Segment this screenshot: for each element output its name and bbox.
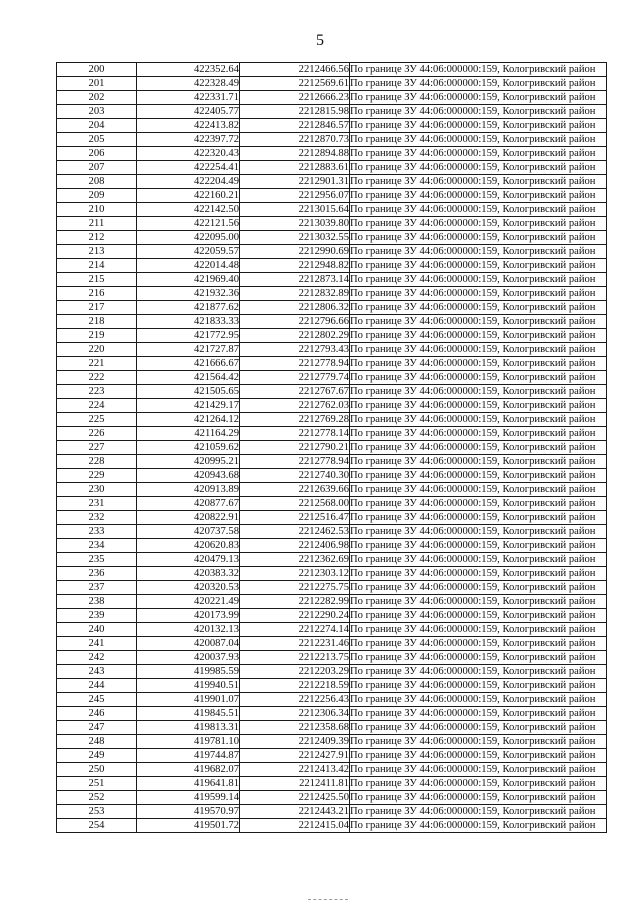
description-cell: По границе ЗУ 44:06:000000:159, Кологривский район — [350, 539, 607, 553]
x-coordinate-cell: 420620.83 — [137, 539, 240, 553]
description-cell: По границе ЗУ 44:06:000000:159, Кологривский район — [350, 63, 607, 77]
coordinates-table — [56, 62, 607, 833]
description-cell: По границе ЗУ 44:06:000000:159, Кологривский район — [350, 763, 607, 777]
point-number-cell: 243 — [57, 665, 137, 679]
table-row — [57, 357, 607, 371]
y-coordinate-cell: 2212274.14 — [240, 623, 350, 637]
x-coordinate-cell: 419781.10 — [137, 735, 240, 749]
description-cell: По границе ЗУ 44:06:000000:159, Кологривский район — [350, 77, 607, 91]
description-cell: По границе ЗУ 44:06:000000:159, Кологривский район — [350, 399, 607, 413]
description-cell: По границе ЗУ 44:06:000000:159, Кологривский район — [350, 91, 607, 105]
table-row — [57, 385, 607, 399]
description-cell: По границе ЗУ 44:06:000000:159, Кологривский район — [350, 203, 607, 217]
description-cell: По границе ЗУ 44:06:000000:159, Кологривский район — [350, 385, 607, 399]
point-number-cell: 232 — [57, 511, 137, 525]
y-coordinate-cell: 2212778.94 — [240, 357, 350, 371]
point-number-cell: 214 — [57, 259, 137, 273]
point-number-cell: 204 — [57, 119, 137, 133]
table-row — [57, 441, 607, 455]
y-coordinate-cell: 2212832.89 — [240, 287, 350, 301]
point-number-cell: 252 — [57, 791, 137, 805]
x-coordinate-cell: 422142.50 — [137, 203, 240, 217]
x-coordinate-cell: 420479.13 — [137, 553, 240, 567]
bottom-dashed-rule — [308, 899, 348, 900]
x-coordinate-cell: 420221.49 — [137, 595, 240, 609]
description-cell: По границе ЗУ 44:06:000000:159, Кологривский район — [350, 637, 607, 651]
y-coordinate-cell: 2212894.88 — [240, 147, 350, 161]
x-coordinate-cell: 419570.97 — [137, 805, 240, 819]
point-number-cell: 238 — [57, 595, 137, 609]
table-row — [57, 189, 607, 203]
x-coordinate-cell: 422095.00 — [137, 231, 240, 245]
x-coordinate-cell: 420995.21 — [137, 455, 240, 469]
y-coordinate-cell: 2212762.03 — [240, 399, 350, 413]
description-cell: По границе ЗУ 44:06:000000:159, Кологривский район — [350, 287, 607, 301]
x-coordinate-cell: 421727.87 — [137, 343, 240, 357]
table-row — [57, 567, 607, 581]
table-row — [57, 469, 607, 483]
y-coordinate-cell: 2212358.68 — [240, 721, 350, 735]
y-coordinate-cell: 2212815.98 — [240, 105, 350, 119]
description-cell: По границе ЗУ 44:06:000000:159, Кологривский район — [350, 609, 607, 623]
description-cell: По границе ЗУ 44:06:000000:159, Кологривский район — [350, 693, 607, 707]
y-coordinate-cell: 2213032.55 — [240, 231, 350, 245]
y-coordinate-cell: 2212956.07 — [240, 189, 350, 203]
table-row — [57, 329, 607, 343]
y-coordinate-cell: 2212411.81 — [240, 777, 350, 791]
table-row — [57, 735, 607, 749]
description-cell: По границе ЗУ 44:06:000000:159, Кологривский район — [350, 259, 607, 273]
table-row — [57, 63, 607, 77]
table-row — [57, 245, 607, 259]
y-coordinate-cell: 2212568.00 — [240, 497, 350, 511]
table-row — [57, 427, 607, 441]
point-number-cell: 206 — [57, 147, 137, 161]
table-row — [57, 665, 607, 679]
table-row — [57, 175, 607, 189]
point-number-cell: 236 — [57, 567, 137, 581]
y-coordinate-cell: 2212256.43 — [240, 693, 350, 707]
x-coordinate-cell: 420913.89 — [137, 483, 240, 497]
point-number-cell: 201 — [57, 77, 137, 91]
point-number-cell: 233 — [57, 525, 137, 539]
x-coordinate-cell: 421877.62 — [137, 301, 240, 315]
table-row — [57, 553, 607, 567]
description-cell: По границе ЗУ 44:06:000000:159, Кологривский район — [350, 791, 607, 805]
description-cell: По границе ЗУ 44:06:000000:159, Кологривский район — [350, 371, 607, 385]
description-cell: По границе ЗУ 44:06:000000:159, Кологривский район — [350, 553, 607, 567]
description-cell: По границе ЗУ 44:06:000000:159, Кологривский район — [350, 581, 607, 595]
description-cell: По границе ЗУ 44:06:000000:159, Кологривский район — [350, 525, 607, 539]
x-coordinate-cell: 420320.53 — [137, 581, 240, 595]
point-number-cell: 229 — [57, 469, 137, 483]
description-cell: По границе ЗУ 44:06:000000:159, Кологривский район — [350, 455, 607, 469]
point-number-cell: 220 — [57, 343, 137, 357]
y-coordinate-cell: 2212443.21 — [240, 805, 350, 819]
point-number-cell: 226 — [57, 427, 137, 441]
y-coordinate-cell: 2212306.34 — [240, 707, 350, 721]
y-coordinate-cell: 2212666.23 — [240, 91, 350, 105]
description-cell: По границе ЗУ 44:06:000000:159, Кологривский район — [350, 819, 607, 833]
y-coordinate-cell: 2213015.64 — [240, 203, 350, 217]
x-coordinate-cell: 422405.77 — [137, 105, 240, 119]
description-cell: По границе ЗУ 44:06:000000:159, Кологривский район — [350, 567, 607, 581]
y-coordinate-cell: 2212793.43 — [240, 343, 350, 357]
point-number-cell: 209 — [57, 189, 137, 203]
x-coordinate-cell: 419599.14 — [137, 791, 240, 805]
y-coordinate-cell: 2212427.91 — [240, 749, 350, 763]
x-coordinate-cell: 419641.81 — [137, 777, 240, 791]
point-number-cell: 245 — [57, 693, 137, 707]
table-row — [57, 819, 607, 833]
table-row — [57, 455, 607, 469]
point-number-cell: 215 — [57, 273, 137, 287]
x-coordinate-cell: 421505.65 — [137, 385, 240, 399]
y-coordinate-cell: 2212802.29 — [240, 329, 350, 343]
y-coordinate-cell: 2212990.69 — [240, 245, 350, 259]
point-number-cell: 207 — [57, 161, 137, 175]
table-row — [57, 413, 607, 427]
description-cell: По границе ЗУ 44:06:000000:159, Кологривский район — [350, 273, 607, 287]
description-cell: По границе ЗУ 44:06:000000:159, Кологривский район — [350, 623, 607, 637]
point-number-cell: 221 — [57, 357, 137, 371]
description-cell: По границе ЗУ 44:06:000000:159, Кологривский район — [350, 441, 607, 455]
y-coordinate-cell: 2212462.53 — [240, 525, 350, 539]
point-number-cell: 249 — [57, 749, 137, 763]
y-coordinate-cell: 2213039.80 — [240, 217, 350, 231]
x-coordinate-cell: 420173.99 — [137, 609, 240, 623]
table-row — [57, 315, 607, 329]
x-coordinate-cell: 422014.48 — [137, 259, 240, 273]
table-row — [57, 623, 607, 637]
table-row — [57, 217, 607, 231]
x-coordinate-cell: 421264.12 — [137, 413, 240, 427]
table-row — [57, 707, 607, 721]
point-number-cell: 217 — [57, 301, 137, 315]
y-coordinate-cell: 2212516.47 — [240, 511, 350, 525]
y-coordinate-cell: 2212413.42 — [240, 763, 350, 777]
description-cell: По границе ЗУ 44:06:000000:159, Кологривский район — [350, 805, 607, 819]
x-coordinate-cell: 420087.04 — [137, 637, 240, 651]
description-cell: По границе ЗУ 44:06:000000:159, Кологривский район — [350, 343, 607, 357]
x-coordinate-cell: 422320.43 — [137, 147, 240, 161]
point-number-cell: 219 — [57, 329, 137, 343]
y-coordinate-cell: 2212883.61 — [240, 161, 350, 175]
description-cell: По границе ЗУ 44:06:000000:159, Кологривский район — [350, 147, 607, 161]
y-coordinate-cell: 2212806.32 — [240, 301, 350, 315]
y-coordinate-cell: 2212213.75 — [240, 651, 350, 665]
table-row — [57, 693, 607, 707]
point-number-cell: 247 — [57, 721, 137, 735]
point-number-cell: 222 — [57, 371, 137, 385]
point-number-cell: 224 — [57, 399, 137, 413]
x-coordinate-cell: 422331.71 — [137, 91, 240, 105]
description-cell: По границе ЗУ 44:06:000000:159, Кологривский район — [350, 231, 607, 245]
x-coordinate-cell: 419985.59 — [137, 665, 240, 679]
x-coordinate-cell: 420037.93 — [137, 651, 240, 665]
y-coordinate-cell: 2212569.61 — [240, 77, 350, 91]
table-row — [57, 539, 607, 553]
point-number-cell: 248 — [57, 735, 137, 749]
table-row — [57, 721, 607, 735]
page-number: 5 — [316, 32, 324, 49]
point-number-cell: 250 — [57, 763, 137, 777]
table-row — [57, 147, 607, 161]
table-row — [57, 133, 607, 147]
point-number-cell: 234 — [57, 539, 137, 553]
x-coordinate-cell: 421429.17 — [137, 399, 240, 413]
y-coordinate-cell: 2212779.74 — [240, 371, 350, 385]
y-coordinate-cell: 2212203.29 — [240, 665, 350, 679]
point-number-cell: 237 — [57, 581, 137, 595]
x-coordinate-cell: 422397.72 — [137, 133, 240, 147]
point-number-cell: 251 — [57, 777, 137, 791]
x-coordinate-cell: 419744.87 — [137, 749, 240, 763]
x-coordinate-cell: 421969.40 — [137, 273, 240, 287]
table-row — [57, 651, 607, 665]
table-row — [57, 749, 607, 763]
description-cell: По границе ЗУ 44:06:000000:159, Кологривский район — [350, 665, 607, 679]
table-row — [57, 805, 607, 819]
y-coordinate-cell: 2212639.66 — [240, 483, 350, 497]
point-number-cell: 225 — [57, 413, 137, 427]
point-number-cell: 208 — [57, 175, 137, 189]
x-coordinate-cell: 421932.36 — [137, 287, 240, 301]
description-cell: По границе ЗУ 44:06:000000:159, Кологривский район — [350, 161, 607, 175]
table-row — [57, 679, 607, 693]
y-coordinate-cell: 2212425.50 — [240, 791, 350, 805]
point-number-cell: 227 — [57, 441, 137, 455]
point-number-cell: 241 — [57, 637, 137, 651]
description-cell: По границе ЗУ 44:06:000000:159, Кологривский район — [350, 707, 607, 721]
table-row — [57, 203, 607, 217]
y-coordinate-cell: 2212901.31 — [240, 175, 350, 189]
table-row — [57, 105, 607, 119]
point-number-cell: 212 — [57, 231, 137, 245]
y-coordinate-cell: 2212870.73 — [240, 133, 350, 147]
x-coordinate-cell: 419845.51 — [137, 707, 240, 721]
point-number-cell: 223 — [57, 385, 137, 399]
x-coordinate-cell: 422121.56 — [137, 217, 240, 231]
point-number-cell: 244 — [57, 679, 137, 693]
x-coordinate-cell: 422059.57 — [137, 245, 240, 259]
description-cell: По границе ЗУ 44:06:000000:159, Кологривский район — [350, 189, 607, 203]
y-coordinate-cell: 2212406.98 — [240, 539, 350, 553]
table-row — [57, 483, 607, 497]
point-number-cell: 211 — [57, 217, 137, 231]
table-row — [57, 371, 607, 385]
y-coordinate-cell: 2212796.66 — [240, 315, 350, 329]
table-row — [57, 287, 607, 301]
table-row — [57, 581, 607, 595]
table-row — [57, 497, 607, 511]
point-number-cell: 242 — [57, 651, 137, 665]
y-coordinate-cell: 2212231.46 — [240, 637, 350, 651]
x-coordinate-cell: 421772.95 — [137, 329, 240, 343]
point-number-cell: 218 — [57, 315, 137, 329]
description-cell: По границе ЗУ 44:06:000000:159, Кологривский район — [350, 315, 607, 329]
coordinates-table-body — [57, 63, 607, 833]
table-row — [57, 301, 607, 315]
table-row — [57, 161, 607, 175]
point-number-cell: 246 — [57, 707, 137, 721]
x-coordinate-cell: 421564.42 — [137, 371, 240, 385]
description-cell: По границе ЗУ 44:06:000000:159, Кологривский район — [350, 511, 607, 525]
description-cell: По границе ЗУ 44:06:000000:159, Кологривский район — [350, 595, 607, 609]
x-coordinate-cell: 420383.32 — [137, 567, 240, 581]
description-cell: По границе ЗУ 44:06:000000:159, Кологривский район — [350, 245, 607, 259]
point-number-cell: 228 — [57, 455, 137, 469]
point-number-cell: 253 — [57, 805, 137, 819]
point-number-cell: 235 — [57, 553, 137, 567]
x-coordinate-cell: 419901.07 — [137, 693, 240, 707]
y-coordinate-cell: 2212303.12 — [240, 567, 350, 581]
y-coordinate-cell: 2212409.39 — [240, 735, 350, 749]
x-coordinate-cell: 420877.67 — [137, 497, 240, 511]
x-coordinate-cell: 421666.67 — [137, 357, 240, 371]
description-cell: По границе ЗУ 44:06:000000:159, Кологривский район — [350, 357, 607, 371]
x-coordinate-cell: 422413.82 — [137, 119, 240, 133]
table-row — [57, 259, 607, 273]
description-cell: По границе ЗУ 44:06:000000:159, Кологривский район — [350, 175, 607, 189]
description-cell: По границе ЗУ 44:06:000000:159, Кологривский район — [350, 651, 607, 665]
x-coordinate-cell: 419940.51 — [137, 679, 240, 693]
table-row — [57, 231, 607, 245]
point-number-cell: 200 — [57, 63, 137, 77]
x-coordinate-cell: 421164.29 — [137, 427, 240, 441]
description-cell: По границе ЗУ 44:06:000000:159, Кологривский район — [350, 105, 607, 119]
description-cell: По границе ЗУ 44:06:000000:159, Кологривский район — [350, 679, 607, 693]
description-cell: По границе ЗУ 44:06:000000:159, Кологривский район — [350, 735, 607, 749]
y-coordinate-cell: 2212362.69 — [240, 553, 350, 567]
table-row — [57, 595, 607, 609]
y-coordinate-cell: 2212873.14 — [240, 273, 350, 287]
table-row — [57, 91, 607, 105]
description-cell: По границе ЗУ 44:06:000000:159, Кологривский район — [350, 301, 607, 315]
table-row — [57, 763, 607, 777]
point-number-cell: 202 — [57, 91, 137, 105]
point-number-cell: 210 — [57, 203, 137, 217]
y-coordinate-cell: 2212769.28 — [240, 413, 350, 427]
x-coordinate-cell: 421059.62 — [137, 441, 240, 455]
y-coordinate-cell: 2212415.04 — [240, 819, 350, 833]
description-cell: По границе ЗУ 44:06:000000:159, Кологривский район — [350, 749, 607, 763]
x-coordinate-cell: 422328.49 — [137, 77, 240, 91]
table-row — [57, 777, 607, 791]
x-coordinate-cell: 420943.68 — [137, 469, 240, 483]
description-cell: По границе ЗУ 44:06:000000:159, Кологривский район — [350, 427, 607, 441]
y-coordinate-cell: 2212218.59 — [240, 679, 350, 693]
description-cell: По границе ЗУ 44:06:000000:159, Кологривский район — [350, 469, 607, 483]
y-coordinate-cell: 2212790.21 — [240, 441, 350, 455]
y-coordinate-cell: 2212767.67 — [240, 385, 350, 399]
x-coordinate-cell: 422204.49 — [137, 175, 240, 189]
y-coordinate-cell: 2212275.75 — [240, 581, 350, 595]
y-coordinate-cell: 2212948.82 — [240, 259, 350, 273]
table-row — [57, 77, 607, 91]
description-cell: По границе ЗУ 44:06:000000:159, Кологривский район — [350, 217, 607, 231]
point-number-cell: 231 — [57, 497, 137, 511]
description-cell: По границе ЗУ 44:06:000000:159, Кологривский район — [350, 133, 607, 147]
table-row — [57, 525, 607, 539]
x-coordinate-cell: 419813.31 — [137, 721, 240, 735]
x-coordinate-cell: 420822.91 — [137, 511, 240, 525]
x-coordinate-cell: 419501.72 — [137, 819, 240, 833]
y-coordinate-cell: 2212778.94 — [240, 455, 350, 469]
table-row — [57, 343, 607, 357]
point-number-cell: 230 — [57, 483, 137, 497]
x-coordinate-cell: 422254.41 — [137, 161, 240, 175]
table-row — [57, 511, 607, 525]
y-coordinate-cell: 2212740.30 — [240, 469, 350, 483]
point-number-cell: 216 — [57, 287, 137, 301]
y-coordinate-cell: 2212466.56 — [240, 63, 350, 77]
description-cell: По границе ЗУ 44:06:000000:159, Кологривский район — [350, 777, 607, 791]
x-coordinate-cell: 420737.58 — [137, 525, 240, 539]
point-number-cell: 205 — [57, 133, 137, 147]
y-coordinate-cell: 2212290.24 — [240, 609, 350, 623]
x-coordinate-cell: 420132.13 — [137, 623, 240, 637]
table-row — [57, 119, 607, 133]
x-coordinate-cell: 422352.64 — [137, 63, 240, 77]
table-row — [57, 273, 607, 287]
table-row — [57, 637, 607, 651]
point-number-cell: 254 — [57, 819, 137, 833]
point-number-cell: 203 — [57, 105, 137, 119]
point-number-cell: 239 — [57, 609, 137, 623]
description-cell: По границе ЗУ 44:06:000000:159, Кологривский район — [350, 413, 607, 427]
y-coordinate-cell: 2212778.14 — [240, 427, 350, 441]
x-coordinate-cell: 419682.07 — [137, 763, 240, 777]
x-coordinate-cell: 422160.21 — [137, 189, 240, 203]
table-row — [57, 791, 607, 805]
point-number-cell: 213 — [57, 245, 137, 259]
description-cell: По границе ЗУ 44:06:000000:159, Кологривский район — [350, 329, 607, 343]
y-coordinate-cell: 2212282.99 — [240, 595, 350, 609]
description-cell: По границе ЗУ 44:06:000000:159, Кологривский район — [350, 483, 607, 497]
description-cell: По границе ЗУ 44:06:000000:159, Кологривский район — [350, 721, 607, 735]
point-number-cell: 240 — [57, 623, 137, 637]
y-coordinate-cell: 2212846.57 — [240, 119, 350, 133]
table-row — [57, 399, 607, 413]
table-row — [57, 609, 607, 623]
x-coordinate-cell: 421833.33 — [137, 315, 240, 329]
description-cell: По границе ЗУ 44:06:000000:159, Кологривский район — [350, 119, 607, 133]
description-cell: По границе ЗУ 44:06:000000:159, Кологривский район — [350, 497, 607, 511]
